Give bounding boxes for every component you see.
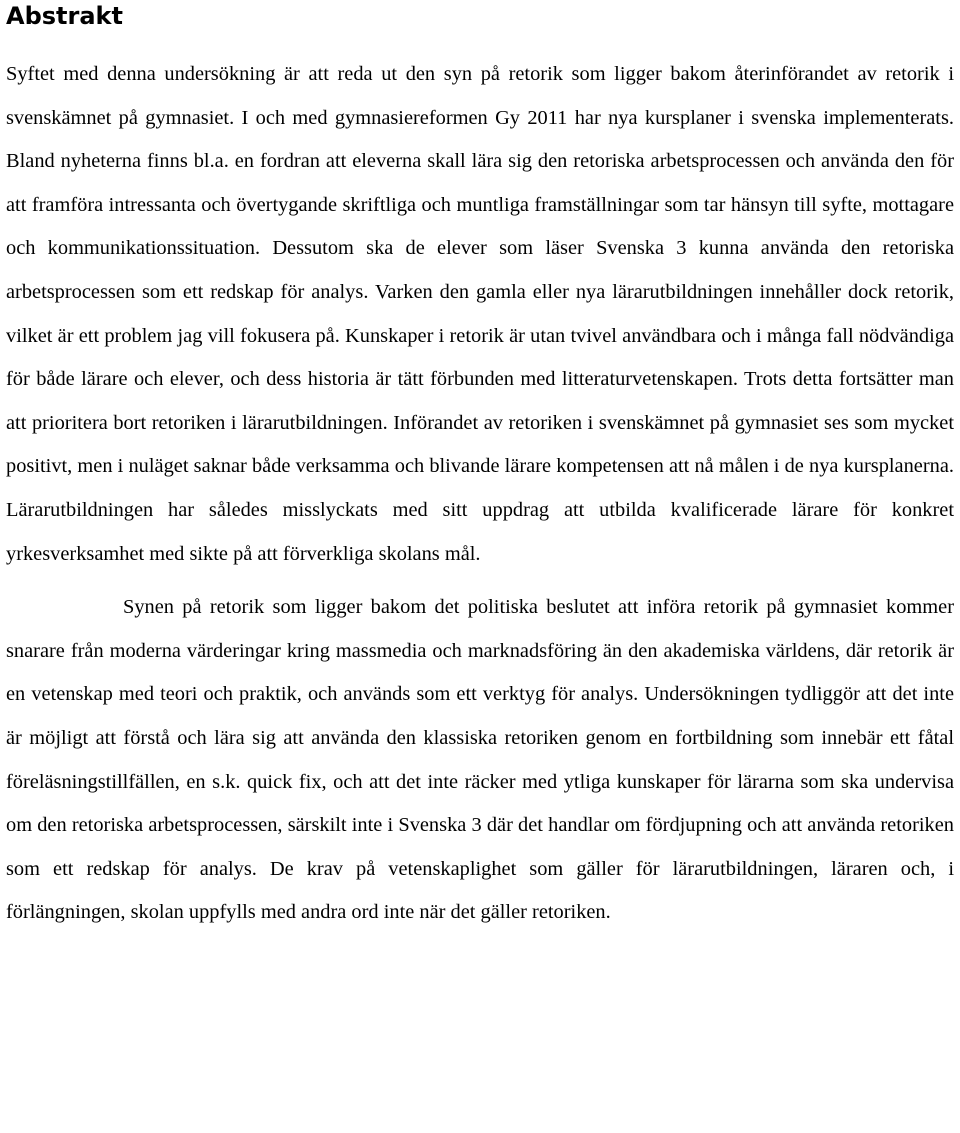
document-page [6,0,954,935]
abstract-paragraph-2: Synen på retorik som ligger bakom det politiska beslutet att införa retorik på gymnasiet kommer snarare från moderna värderingar kring massmedia och marknadsföring än den akademiska världens, där retorik är en vetenskap med teori och praktik, och används som ett verktyg för analys. Undersökningen tydliggör att det inte är möjligt att förstå och lära sig att använda den klassiska retoriken genom en fortbildning som innebär ett fåtal föreläsningstillfällen, en s.k. quick fix, och att det inte räcker med ytliga kunskaper för lärarna som ska undervisa om den retoriska arbetsprocessen, särskilt inte i Svenska 3 där det handlar om fördjupning och att använda retoriken som ett redskap för analys. De krav på vetenskaplighet som gäller för lärarutbildningen, läraren och, i förlängningen, skolan uppfylls med andra ord inte när det gäller retoriken. [6,596,954,924]
page-title: Abstrakt [6,2,123,30]
abstract-paragraph-1: Syftet med denna undersökning är att reda ut den syn på retorik som ligger bakom återinförandet av retorik i svenskämnet på gymnasiet. I och med gymnasiereformen Gy 2011 har nya kursplaner i svenska implementerats. Bland nyheterna finns bl.a. en fordran att eleverna skall lära sig den retoriska arbetsprocessen och använda den för att framföra intressanta och övertygande skriftliga och muntliga framställningar som tar hänsyn till syfte, mottagare och kommunikationssituation. Dessutom ska de elever som läser Svenska 3 kunna använda den retoriska arbetsprocessen som ett redskap för analys. Varken den gamla eller nya lärarutbildningen innehåller dock retorik, vilket är ett problem jag vill fokusera på. Kunskaper i retorik är utan tvivel användbara och i många fall nödvändiga för både lärare och elever, och dess historia är tätt förbunden med litteraturvetenskapen. Trots detta fortsätter man att prioritera bort retoriken i lärarutbildningen. Införandet av retoriken i svenskämnet på gymnasiet ses som mycket positivt, men i nuläget saknar både verksamma och blivande lärare kompetensen att nå målen i de nya kursplanerna. Lärarutbildningen har således misslyckats med sitt uppdrag att utbilda kvalificerade lärare för konkret yrkesverksamhet med sikte på att förverkliga skolans mål. [6,63,954,565]
